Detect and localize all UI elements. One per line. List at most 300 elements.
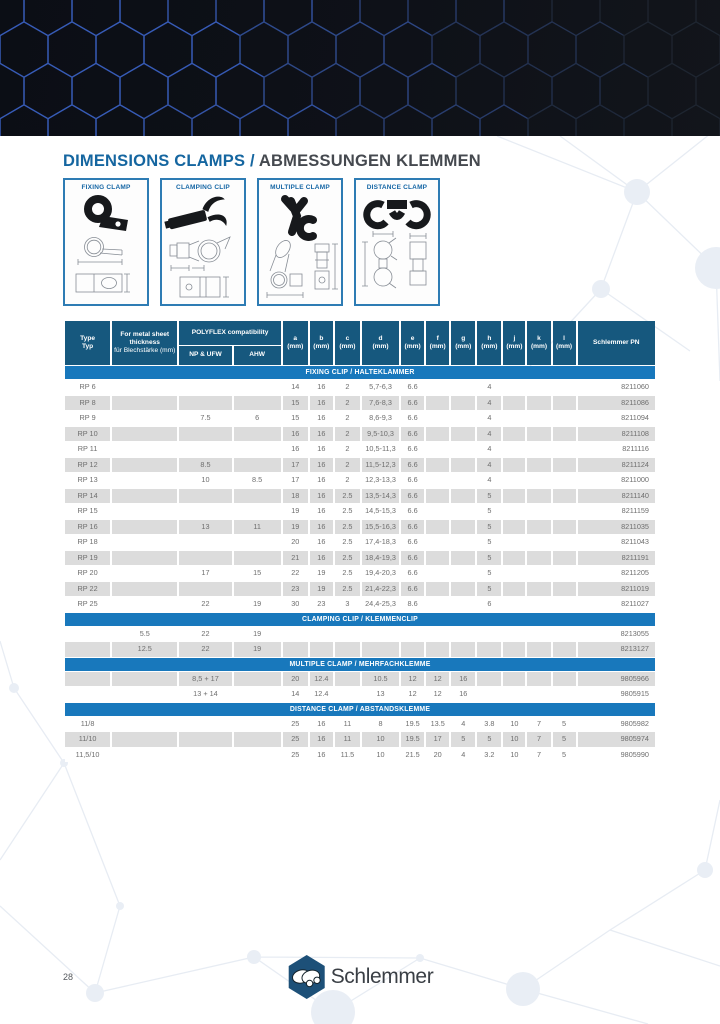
multiple-clamp-image [259, 192, 341, 302]
technical-drawing-side [170, 237, 230, 271]
table-cell [553, 380, 576, 395]
table-cell [451, 396, 475, 411]
technical-drawing-front [315, 244, 338, 289]
table-cell: 8211191 [578, 551, 655, 566]
table-cell: 5 [477, 504, 501, 519]
table-row [65, 427, 655, 442]
table-cell [451, 551, 475, 566]
table-cell: 8211094 [578, 411, 655, 426]
table-cell: 16 [310, 442, 333, 457]
table-cell: 4 [477, 473, 501, 488]
section-title: CLAMPING CLIP / KLEMMENCLIP [65, 613, 655, 626]
table-cell [553, 535, 576, 550]
table-cell [112, 597, 177, 612]
table-cell: 8211124 [578, 458, 655, 473]
table-cell [527, 672, 550, 687]
table-cell [503, 427, 525, 442]
column-header-dim-h: h (mm) [477, 321, 501, 365]
table-cell: 4 [477, 396, 501, 411]
section-header-row [65, 658, 655, 671]
table-cell: 16 [310, 520, 333, 535]
table-cell [426, 396, 449, 411]
table-cell [234, 427, 281, 442]
table-cell [234, 504, 281, 519]
table-cell: 9805915 [578, 687, 655, 702]
table-cell [503, 504, 525, 519]
table-cell: 10 [179, 473, 231, 488]
table-cell [527, 627, 550, 642]
table-cell: 8211019 [578, 582, 655, 597]
table-cell [553, 504, 576, 519]
fixing-clamp-image [65, 192, 147, 302]
section-header-row [65, 613, 655, 626]
column-header-dim-b: b (mm) [310, 321, 333, 365]
table-cell [112, 411, 177, 426]
table-cell: 6 [477, 597, 501, 612]
table-cell: 2 [335, 458, 360, 473]
table-cell: 21,4-22,3 [362, 582, 399, 597]
table-cell [503, 442, 525, 457]
table-cell: 5 [477, 520, 501, 535]
table-row [65, 627, 655, 642]
product-boxes [63, 178, 440, 306]
table-cell: 6.6 [401, 582, 424, 597]
table-cell: 11/10 [65, 732, 110, 747]
table-cell: 9805966 [578, 672, 655, 687]
product-box-fixing-clamp [63, 178, 149, 306]
table-cell [553, 489, 576, 504]
table-cell [65, 687, 110, 702]
column-header-dim-c: c (mm) [335, 321, 360, 365]
table-cell [426, 642, 449, 657]
table-cell: 6.6 [401, 442, 424, 457]
table-cell: RP 15 [65, 504, 110, 519]
table-cell [234, 672, 281, 687]
table-cell: 2 [335, 380, 360, 395]
table-cell [553, 396, 576, 411]
table-cell: 25 [283, 732, 308, 747]
table-cell [310, 642, 333, 657]
table-cell: 12.4 [310, 687, 333, 702]
table-cell: 8.5 [234, 473, 281, 488]
table-cell: 18 [283, 489, 308, 504]
table-cell: RP 12 [65, 458, 110, 473]
table-cell: 8211027 [578, 597, 655, 612]
table-cell [527, 442, 550, 457]
table-cell: 17 [283, 458, 308, 473]
table-row [65, 732, 655, 747]
table-cell [179, 551, 231, 566]
table-cell: 2.5 [335, 520, 360, 535]
table-cell [234, 582, 281, 597]
table-cell: 8211116 [578, 442, 655, 457]
table-cell [451, 427, 475, 442]
table-cell: 24,4-25,3 [362, 597, 399, 612]
table-cell: 5 [477, 489, 501, 504]
table-row [65, 520, 655, 535]
table-cell [362, 642, 399, 657]
table-cell [451, 627, 475, 642]
table-cell: 21.5 [401, 748, 424, 763]
table-cell: 30 [283, 597, 308, 612]
table-cell: 16 [310, 458, 333, 473]
table-cell: 21 [283, 551, 308, 566]
table-cell: RP 25 [65, 597, 110, 612]
table-cell [179, 396, 231, 411]
table-cell: 19.5 [401, 717, 424, 732]
table-cell: 12 [426, 687, 449, 702]
table-cell: 16 [310, 396, 333, 411]
table-cell [503, 380, 525, 395]
section-title: DISTANCE CLAMP / ABSTANDSKLEMME [65, 703, 655, 716]
table-cell [179, 380, 231, 395]
column-header-dim-d: d (mm) [362, 321, 399, 365]
table-cell [426, 411, 449, 426]
column-header-ahw: AHW [234, 346, 281, 365]
table-cell: RP 20 [65, 566, 110, 581]
table-row [65, 473, 655, 488]
table-cell [234, 380, 281, 395]
table-cell [112, 427, 177, 442]
product-box-label: CLAMPING CLIP [176, 184, 230, 191]
table-cell: RP 19 [65, 551, 110, 566]
table-cell [503, 458, 525, 473]
table-cell: 8,6-9,3 [362, 411, 399, 426]
table-cell [112, 473, 177, 488]
table-cell: 7 [527, 748, 550, 763]
table-cell: 25 [283, 717, 308, 732]
table-cell [234, 442, 281, 457]
table-cell [553, 427, 576, 442]
header-banner [0, 0, 720, 136]
table-row [65, 672, 655, 687]
product-box-multiple-clamp [257, 178, 343, 306]
clamp-photo [88, 199, 128, 231]
table-cell [234, 687, 281, 702]
table-cell: 11 [335, 717, 360, 732]
table-cell: 15,5-16,3 [362, 520, 399, 535]
table-cell [503, 672, 525, 687]
table-cell: 25 [283, 748, 308, 763]
table-cell: 8 [362, 717, 399, 732]
table-cell [527, 396, 550, 411]
table-cell: 2 [335, 473, 360, 488]
table-cell: 9805990 [578, 748, 655, 763]
table-cell: 16 [310, 717, 333, 732]
table-cell [112, 458, 177, 473]
table-cell: 19 [283, 504, 308, 519]
table-cell: 11 [234, 520, 281, 535]
table-cell: 5 [451, 732, 475, 747]
table-cell [553, 687, 576, 702]
table-cell [426, 551, 449, 566]
table-cell: 5 [477, 732, 501, 747]
logo-text: Schlemmer [330, 965, 434, 988]
column-header-np-ufw: NP & UFW [179, 346, 231, 365]
table-cell [401, 627, 424, 642]
table-cell [283, 642, 308, 657]
table-cell [310, 627, 333, 642]
table-cell [477, 642, 501, 657]
table-cell: 20 [426, 748, 449, 763]
product-box-clamping-clip [160, 178, 246, 306]
table-cell [426, 473, 449, 488]
table-cell [477, 672, 501, 687]
hexagon-pattern [0, 0, 720, 136]
table-cell: 8,5 + 17 [179, 672, 231, 687]
table-cell [65, 627, 110, 642]
table-row [65, 582, 655, 597]
table-cell: 20 [283, 535, 308, 550]
table-cell [112, 396, 177, 411]
table-cell: 7,6-8,3 [362, 396, 399, 411]
table-cell [234, 717, 281, 732]
table-cell [426, 597, 449, 612]
table-cell: 12,3-13,3 [362, 473, 399, 488]
table-cell: 8211043 [578, 535, 655, 550]
table-cell: 11 [335, 732, 360, 747]
table-cell: 4 [477, 442, 501, 457]
table-cell: 8211000 [578, 473, 655, 488]
column-header-dim-g: g (mm) [451, 321, 475, 365]
table-row [65, 504, 655, 519]
table-cell [426, 489, 449, 504]
table-cell [553, 642, 576, 657]
schlemmer-logo [287, 954, 434, 1000]
table-cell [112, 504, 177, 519]
table-cell [451, 566, 475, 581]
table-cell: 2.5 [335, 504, 360, 519]
table-cell: 12.4 [310, 672, 333, 687]
table-cell: 6.6 [401, 380, 424, 395]
table-cell [503, 551, 525, 566]
table-cell [234, 396, 281, 411]
table-cell: 8211159 [578, 504, 655, 519]
table-cell [451, 380, 475, 395]
table-cell [335, 687, 360, 702]
table-cell [527, 504, 550, 519]
table-cell: 17 [426, 732, 449, 747]
table-cell [451, 535, 475, 550]
table-cell [179, 504, 231, 519]
table-cell: RP 10 [65, 427, 110, 442]
table-cell [234, 458, 281, 473]
table-cell [179, 748, 231, 763]
table-cell [234, 732, 281, 747]
table-cell: 12.5 [112, 642, 177, 657]
table-row [65, 597, 655, 612]
table-cell: 5 [477, 566, 501, 581]
table-cell: 2.5 [335, 566, 360, 581]
table-cell [451, 442, 475, 457]
table-cell [426, 458, 449, 473]
table-cell [426, 520, 449, 535]
table-cell: 14 [283, 380, 308, 395]
table-cell [503, 566, 525, 581]
table-cell [553, 520, 576, 535]
table-cell: 22 [179, 642, 231, 657]
table-cell: 10 [362, 732, 399, 747]
table-cell: 5 [553, 732, 576, 747]
technical-drawing-side [267, 238, 303, 298]
table-cell: 12 [401, 687, 424, 702]
table-cell: 16 [451, 672, 475, 687]
table-cell [527, 473, 550, 488]
product-box-label: MULTIPLE CLAMP [270, 184, 330, 191]
technical-drawing-top [76, 274, 130, 292]
table-row [65, 551, 655, 566]
table-cell: RP 14 [65, 489, 110, 504]
table-cell: 13 [362, 687, 399, 702]
table-cell [503, 489, 525, 504]
table-cell: 13.5 [426, 717, 449, 732]
column-header-dim-f: f (mm) [426, 321, 449, 365]
table-cell [527, 411, 550, 426]
table-cell [527, 535, 550, 550]
table-cell: 16 [283, 442, 308, 457]
table-cell: 15 [283, 396, 308, 411]
table-cell [553, 442, 576, 457]
table-cell: 16 [310, 535, 333, 550]
table-cell: 10 [503, 748, 525, 763]
table-cell: 15 [283, 411, 308, 426]
table-cell: 23 [283, 582, 308, 597]
table-cell: 2 [335, 411, 360, 426]
table-cell [234, 535, 281, 550]
table-cell [426, 427, 449, 442]
table-cell: RP 11 [65, 442, 110, 457]
schlemmer-logo-icon [287, 954, 327, 1000]
table-row [65, 535, 655, 550]
table-cell [112, 520, 177, 535]
table-cell [451, 520, 475, 535]
table-cell: 7 [527, 717, 550, 732]
table-cell: RP 9 [65, 411, 110, 426]
table-cell [451, 489, 475, 504]
table-cell: 4 [477, 458, 501, 473]
table-cell: 5 [553, 748, 576, 763]
table-cell: 6.6 [401, 427, 424, 442]
table-cell: 22 [283, 566, 308, 581]
table-cell: 19 [234, 627, 281, 642]
table-cell [553, 597, 576, 612]
table-cell: 19 [310, 582, 333, 597]
table-cell: RP 16 [65, 520, 110, 535]
table-cell: 8213127 [578, 642, 655, 657]
table-cell: 6.6 [401, 458, 424, 473]
table-row [65, 458, 655, 473]
table-cell [503, 582, 525, 597]
table-cell [553, 458, 576, 473]
table-cell: 5 [477, 551, 501, 566]
title-english: DIMENSIONS CLAMPS [63, 152, 246, 170]
table-cell: 16 [310, 380, 333, 395]
technical-drawing-side [78, 238, 122, 266]
table-cell [112, 582, 177, 597]
table-cell [426, 380, 449, 395]
table-cell [503, 642, 525, 657]
table-cell: 6.6 [401, 396, 424, 411]
table-cell: 9805982 [578, 717, 655, 732]
table-cell: 16 [310, 732, 333, 747]
table-cell: 5,7-6,3 [362, 380, 399, 395]
table-cell [234, 551, 281, 566]
table-cell: 2 [335, 427, 360, 442]
table-cell [527, 642, 550, 657]
table-row [65, 442, 655, 457]
table-cell: 16 [310, 748, 333, 763]
table-cell: 8.5 [179, 458, 231, 473]
table-row [65, 687, 655, 702]
column-header-type: Type Typ [65, 321, 110, 365]
table-cell [527, 458, 550, 473]
table-cell: 16 [310, 473, 333, 488]
table-cell [112, 687, 177, 702]
table-cell: 12 [401, 672, 424, 687]
table-cell: 8211060 [578, 380, 655, 395]
table-cell [503, 473, 525, 488]
table-cell: 9,5-10,3 [362, 427, 399, 442]
table-cell: 2 [335, 442, 360, 457]
table-cell: 16 [451, 687, 475, 702]
table-cell: 2.5 [335, 582, 360, 597]
table-row [65, 489, 655, 504]
column-header-dim-l: l (mm) [553, 321, 576, 365]
table-cell: 8211108 [578, 427, 655, 442]
technical-drawing-side [362, 231, 397, 288]
table-row [65, 748, 655, 763]
table-cell [503, 687, 525, 702]
table-cell: 9805974 [578, 732, 655, 747]
table-cell [426, 582, 449, 597]
table-row [65, 642, 655, 657]
table-cell [527, 687, 550, 702]
table-cell [503, 627, 525, 642]
table-cell [179, 489, 231, 504]
table-cell [503, 520, 525, 535]
table-cell [503, 411, 525, 426]
table-cell [179, 717, 231, 732]
table-cell: 16 [310, 427, 333, 442]
table-cell [451, 411, 475, 426]
table-cell [283, 627, 308, 642]
product-box-label: DISTANCE CLAMP [366, 184, 428, 191]
table-cell [503, 535, 525, 550]
page-content [0, 136, 720, 1024]
table-cell [65, 642, 110, 657]
table-cell [179, 427, 231, 442]
table-cell: 2.5 [335, 551, 360, 566]
table-cell [179, 535, 231, 550]
table-cell [553, 582, 576, 597]
table-cell [65, 672, 110, 687]
table-cell: 2.5 [335, 535, 360, 550]
table-cell [527, 489, 550, 504]
table-cell: 6.6 [401, 489, 424, 504]
table-cell [234, 748, 281, 763]
table-cell: RP 13 [65, 473, 110, 488]
table-cell: 7.5 [179, 411, 231, 426]
table-cell: 8211086 [578, 396, 655, 411]
table-cell [335, 627, 360, 642]
page-number: 28 [63, 972, 74, 982]
table-cell: 5 [477, 582, 501, 597]
table-cell: 10 [503, 732, 525, 747]
table-cell: 4 [477, 411, 501, 426]
table-cell: 17,4-18,3 [362, 535, 399, 550]
table-cell [179, 732, 231, 747]
table-cell: 3 [335, 597, 360, 612]
